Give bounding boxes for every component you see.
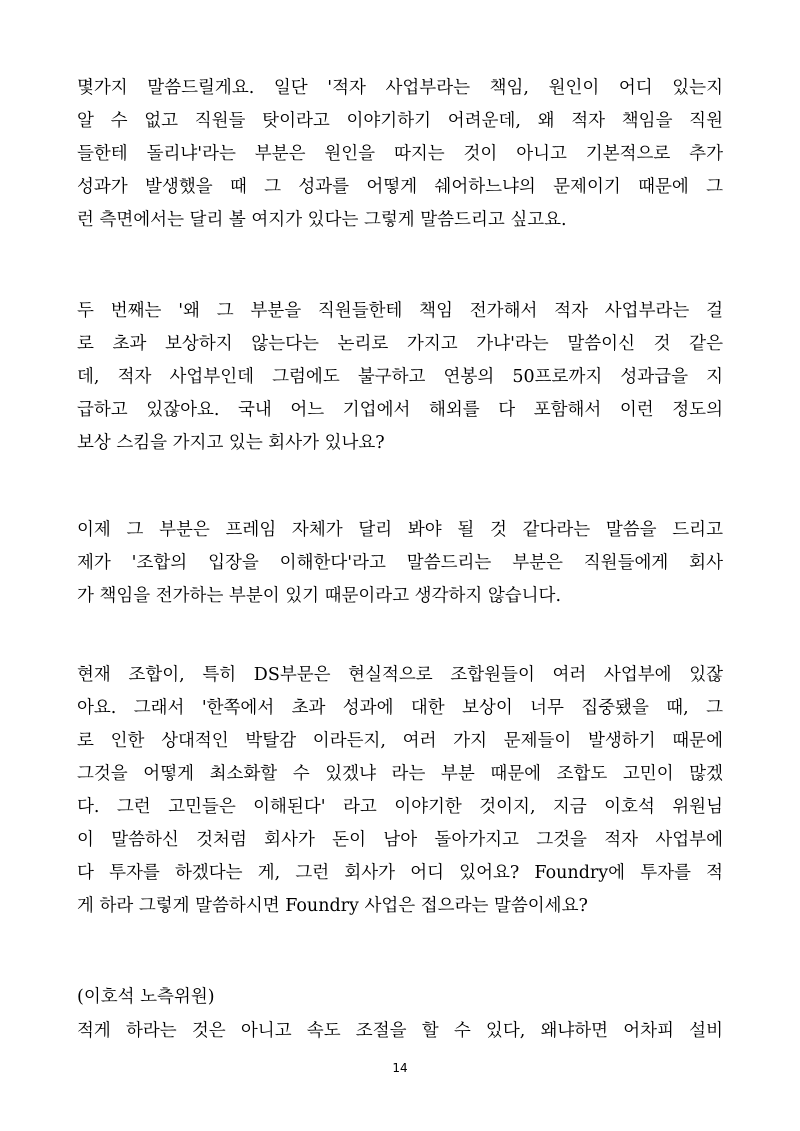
- paragraph-2-line-4: 급하고 있잖아요. 국내 어느 기업에서 해외를 다 포함해서 이런 정도의: [77, 400, 723, 420]
- paragraph-3-line-3: 가 책임을 전가하는 부분이 있기 때문이라고 생각하지 않습니다.: [77, 586, 562, 606]
- paragraph-4-line-2: 아요. 그래서 '한쪽에서 초과 성과에 대한 보상이 너무 집중됐을 때, 그: [77, 698, 723, 718]
- paragraph-1-line-5: 런 측면에서는 달리 볼 여지가 있다는 그렇게 말씀드리고 싶고요.: [77, 210, 567, 230]
- page-number: 14: [392, 1061, 408, 1075]
- paragraph-1-line-2: 알 수 없고 직원들 탓이라고 이야기하기 어려운데, 왜 적자 책임을 직원: [77, 111, 723, 131]
- paragraph-2-line-1: 두 번째는 '왜 그 부분을 직원들한테 책임 전가해서 적자 사업부라는 걸: [77, 301, 723, 321]
- paragraph-4-line-7: 다 투자를 하겠다는 게, 그런 회사가 어디 있어요? Foundry에 투자를 적: [77, 863, 723, 883]
- paragraph-1-line-1: 몇가지 말씀드릴게요. 일단 '적자 사업부라는 책임, 원인이 어디 있는지: [77, 78, 723, 98]
- paragraph-1-line-4: 성과가 발생했을 때 그 성과를 어떻게 쉐어하느냐의 문제이기 때문에 그: [77, 177, 723, 197]
- speaker-label: (이호석 노측위원): [77, 987, 215, 1007]
- paragraph-4-line-4: 그것을 어떻게 최소화할 수 있겠냐 라는 부분 때문에 조합도 고민이 많겠: [77, 764, 723, 784]
- paragraph-4-line-8: 게 하라 그렇게 말씀하시면 Foundry 사업은 접으라는 말씀이세요?: [77, 896, 588, 916]
- paragraph-2-line-3: 데, 적자 사업부인데 그럼에도 불구하고 연봉의 50프로까지 성과급을 지: [77, 367, 723, 387]
- paragraph-2-line-2: 로 초과 보상하지 않는다는 논리로 가지고 가냐'라는 말씀이신 것 같은: [77, 334, 723, 354]
- paragraph-1-line-3: 들한테 돌리냐'라는 부분은 원인을 따지는 것이 아니고 기본적으로 추가: [77, 144, 723, 164]
- paragraph-2-line-5: 보상 스킴을 가지고 있는 회사가 있나요?: [77, 433, 385, 453]
- paragraph-3-line-2: 제가 '조합의 입장을 이해한다'라고 말씀드리는 부분은 직원들에게 회사: [77, 553, 723, 573]
- paragraph-4-line-3: 로 인한 상대적인 박탈감 이라든지, 여러 가지 문제들이 발생하기 때문에: [77, 731, 723, 751]
- paragraph-3-line-1: 이제 그 부분은 프레임 자체가 달리 봐야 될 것 같다라는 말씀을 드리고: [77, 520, 723, 540]
- paragraph-4-line-5: 다. 그런 고민들은 이해된다' 라고 이야기한 것이지, 지금 이호석 위원님: [77, 797, 723, 817]
- paragraph-4-line-6: 이 말씀하신 것처럼 회사가 돈이 남아 돌아가지고 그것을 적자 사업부에: [77, 830, 723, 850]
- paragraph-4-line-1: 현재 조합이, 특히 DS부문은 현실적으로 조합원들이 여러 사업부에 있잖: [77, 665, 723, 685]
- paragraph-6-line-1: 적게 하라는 것은 아니고 속도 조절을 할 수 있다, 왜냐하면 어차피 설비: [77, 1021, 723, 1041]
